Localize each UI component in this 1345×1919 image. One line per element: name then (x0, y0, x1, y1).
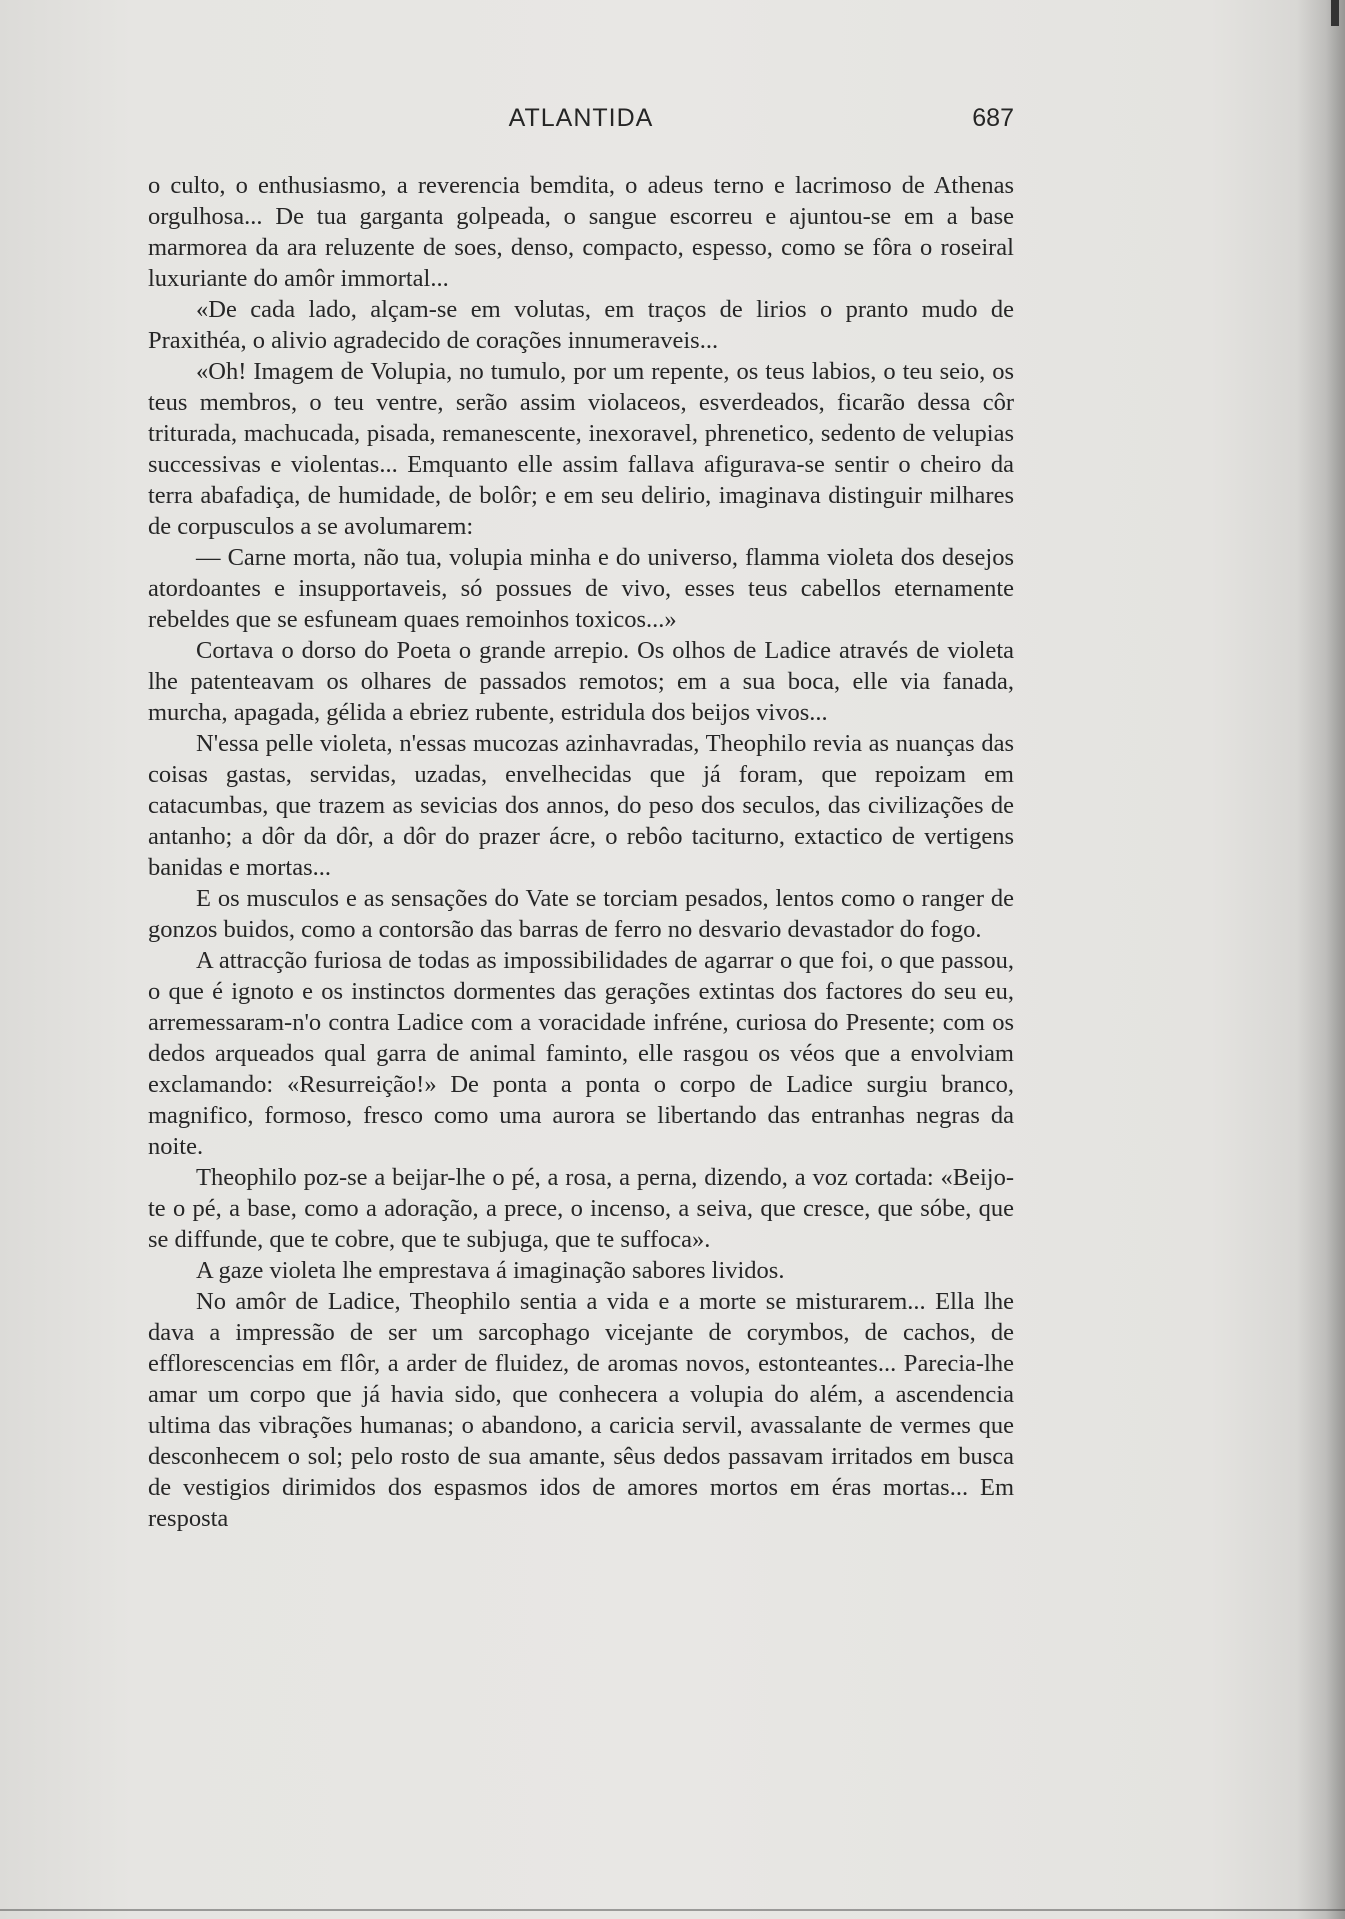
paragraph: A attracção furiosa de todas as impossibilidades de agarrar o que foi, o que passou, o que é ignoto e os instinctos dormentes das gerações extintas dos factores do seu eu, arremessaram-n'o contra Ladice com a voracidade infréne, curiosa do Presente; com os dedos arqueados qual garra de animal faminto, elle rasgou os véos que a envolviam exclamando: «Resurreição!» De ponta a ponta o corpo de Ladice surgiu branco, magnifico, formoso, fresco como uma aurora se libertando das entranhas negras da noite. (148, 947, 1014, 1160)
paragraph: o culto, o enthusiasmo, a reverencia bemdita, o adeus terno e lacrimoso de Athenas orgulhosa... De tua garganta golpeada, o sangue escorreu e ajuntou-se em a base marmorea da ara reluzente de soes, denso, compacto, espesso, como se fôra o roseiral luxuriante do amôr immortal... (148, 172, 1014, 292)
paragraph: N'essa pelle violeta, n'essas mucozas azinhavradas, Theophilo revia as nuanças das coisas gastas, servidas, uzadas, envelhecidas que já foram, que repoizam em catacumbas, que trazem as sevicias dos annos, do peso dos seculos, das civilizações de antanho; a dôr da dôr, a dôr do prazer ácre, o rebôo taciturno, extactico de vertigens banidas e mortas... (148, 730, 1014, 881)
paragraph: «Oh! Imagem de Volupia, no tumulo, por um repente, os teus labios, o teu seio, os teus membros, o teu ventre, serão assim violaceos, esverdeados, ficarão dessa côr triturada, machucada, pisada, remanescente, inexoravel, phrenetico, sedento de velupias successivas e violentas... Emquanto elle assim fallava afigurava-se sentir o cheiro da terra abafadiça, de humidade, de bolôr; e em seu delirio, imaginava distinguir milhares de corpusculos a se avolumarem: (148, 358, 1014, 540)
scan-edge-mark (1331, 0, 1339, 26)
paragraph: «De cada lado, alçam-se em volutas, em traços de lirios o pranto mudo de Praxithéa, o alivio agradecido de corações innumeraveis... (148, 296, 1014, 354)
paragraph: No amôr de Ladice, Theophilo sentia a vida e a morte se misturarem... Ella lhe dava a impressão de ser um sarcophago vicejante de corymbos, de cachos, de efflorescencias em flôr, a arder de fluidez, de aromas novos, estonteantes... Parecia-lhe amar um corpo que já havia sido, que conhecera a volupia do além, a ascendencia ultima das vibrações humanas; o abandono, a caricia servil, avassalante de vermes que desconhecem o sol; pelo rosto de sua amante, sêus dedos passavam irritados em busca de vestigios dirimidos dos espasmos idos de amores mortos em éras mortas... Em resposta (148, 1288, 1014, 1532)
paragraph: — Carne morta, não tua, volupia minha e do universo, flamma violeta dos desejos atordoantes e insupportaveis, só possues de vivo, esses teus cabellos eternamente rebeldes que se esfuneam quaes remoinhos toxicos...» (148, 544, 1014, 633)
body-text (148, 170, 1014, 1534)
page-header (148, 104, 1014, 140)
bottom-edge-line (0, 1909, 1345, 1911)
paragraph: Cortava o dorso do Poeta o grande arrepio. Os olhos de Ladice através de violeta lhe patenteavam os olhares de passados remotos; em a sua boca, elle via fanada, murcha, apagada, gélida a ebriez rubente, estridula dos beijos vivos... (148, 637, 1014, 726)
page-number: 687 (972, 104, 1014, 132)
running-title: ATLANTIDA (508, 104, 654, 132)
paragraph: Theophilo poz-se a beijar-lhe o pé, a rosa, a perna, dizendo, a voz cortada: «Beijo-te o pé, a base, como a adoração, a prece, o incenso, a seiva, que cresce, que sóbe, que se diffunde, que te cobre, que te subjuga, que te suffoca». (148, 1164, 1014, 1253)
page-binding-edge (1297, 0, 1345, 1919)
paragraph: A gaze violeta lhe emprestava á imaginação sabores lividos. (196, 1257, 785, 1284)
paragraph: E os musculos e as sensações do Vate se torciam pesados, lentos como o ranger de gonzos buidos, como a contorsão das barras de ferro no desvario devastador do fogo. (148, 885, 1014, 943)
